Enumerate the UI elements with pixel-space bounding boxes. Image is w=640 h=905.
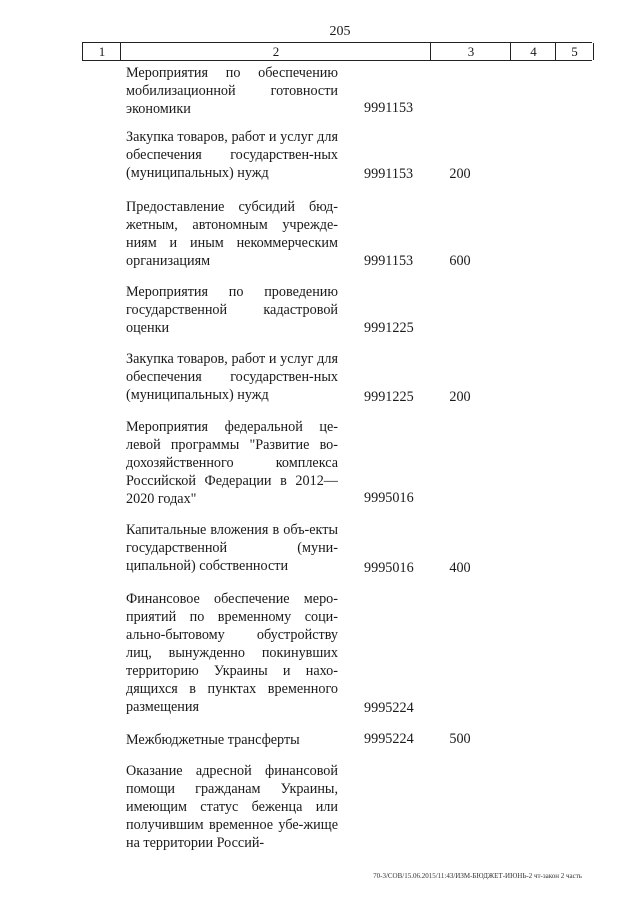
row-type: 200	[449, 389, 471, 405]
header-col-1: 1	[82, 43, 121, 60]
row-name: Финансовое обеспечение меро-приятий по временному соци-ально-бытовому обустройству лиц, вынужденно покинувших территорию Украины и нахо-дящихся в пунктах временного размещения	[126, 591, 338, 715]
row-name: Предоставление субсидий бюд-жетным, автономным учрежде-ниям и иным некоммерческим организациям	[126, 199, 338, 269]
row-code: 9995016	[364, 490, 414, 506]
header-col-2: 2	[120, 43, 431, 60]
row-code: 9995224	[364, 700, 414, 716]
document-footer: 70-3/СОВ/15.06.2015/11:43/ИЗМ-БЮДЖЕТ-ИЮНЬ-2 чт-закон 2 часть	[373, 872, 582, 880]
row-name: Мероприятия по обеспечению мобилизационной готовности экономики	[126, 65, 338, 117]
row-code: 9991153	[364, 100, 414, 116]
row-code: 9991153	[364, 166, 414, 182]
row-name: Мероприятия федеральной це-левой программы "Развитие во-дохозяйственного комплекса Российской Федерации в 2012—2020 годах"	[126, 419, 338, 507]
row-type: 200	[449, 166, 471, 182]
row-type: 600	[449, 253, 471, 269]
header-col-3: 3	[430, 43, 511, 60]
header-col-4: 4	[510, 43, 556, 60]
row-code: 9995016	[364, 560, 414, 576]
header-col-5: 5	[555, 43, 594, 60]
row-name: Закупка товаров, работ и услуг для обеспечения государствен-ных (муниципальных) нужд	[126, 129, 338, 181]
row-code: 9991225	[364, 320, 414, 336]
row-name: Межбюджетные трансферты	[126, 732, 300, 748]
row-name: Закупка товаров, работ и услуг для обеспечения государствен-ных (муниципальных) нужд	[126, 351, 338, 403]
row-name: Капитальные вложения в объ-екты государственной (муни-ципальной) собственности	[126, 522, 338, 574]
row-code: 9991153	[364, 253, 414, 269]
row-name: Мероприятия по проведению государственной кадастровой оценки	[126, 284, 338, 336]
row-code: 9995224	[364, 731, 414, 747]
row-code: 9991225	[364, 389, 414, 405]
row-name: Оказание адресной финансовой помощи гражданам Украины, имеющим статус беженца или получившим временное убе-жище на территории Россий-	[126, 763, 338, 851]
row-type: 500	[449, 731, 471, 747]
page-number: 205	[329, 24, 351, 39]
row-type: 400	[449, 560, 471, 576]
table-header	[82, 42, 592, 61]
